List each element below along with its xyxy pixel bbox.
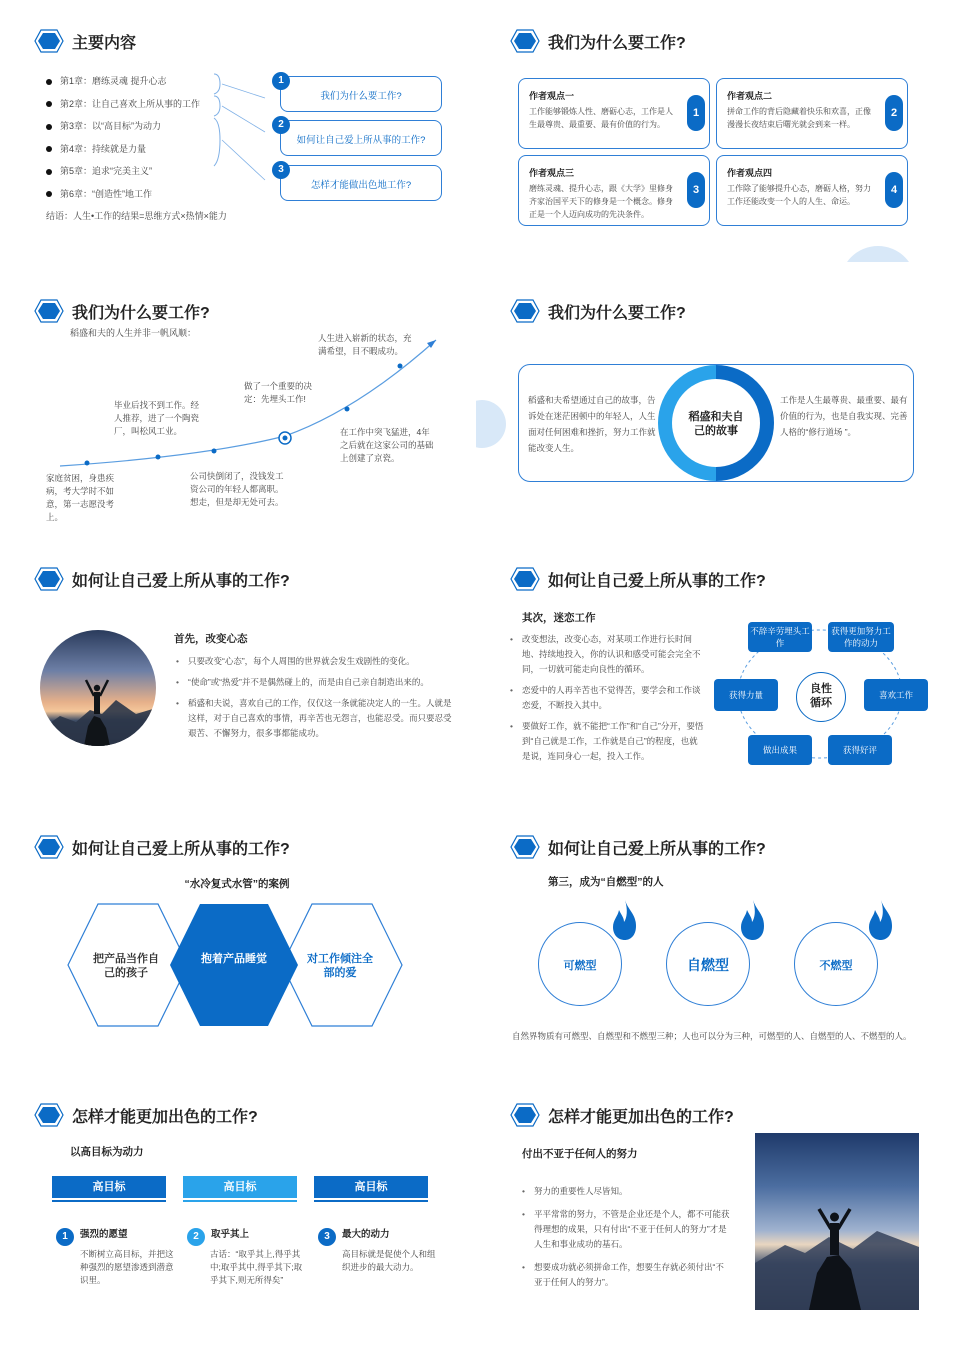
slide-header: [510, 834, 766, 860]
goal-tag: 高目标: [52, 1176, 166, 1198]
bullet-list: [176, 654, 456, 747]
slide-contents: [0, 0, 474, 262]
goal-tag: 高目标: [183, 1176, 297, 1198]
story-left-text: 稻盛和夫希望通过自己的故事，告诉处在迷茫困顿中的年轻人，人生面对任何困难和挫折，努力工作就能改变人生。: [528, 395, 656, 453]
hexagon-icon: [510, 567, 540, 591]
bullet-list: [522, 1184, 732, 1296]
cycle-step: 获得好评: [828, 735, 892, 765]
slide-love-work-case: [0, 806, 474, 1068]
hexagon-icon: [34, 29, 64, 53]
slide-excel-effort: [476, 1074, 950, 1336]
question-number: 2: [272, 116, 290, 134]
story-center-text: 稻盛和夫自己的故事: [688, 411, 744, 437]
slide-header: [34, 1102, 258, 1128]
question-text: 我们为什么要工作?: [320, 91, 402, 102]
section-heading: 付出不亚于任何人的努力: [522, 1148, 638, 1160]
chapter-item: 第6章：“创造性”地工作: [46, 187, 246, 202]
hexagon-icon: [34, 835, 64, 859]
bullet-list: [510, 632, 706, 770]
slide-subtitle: 稻盛和夫的人生并非一帆风顺：: [70, 328, 197, 338]
slide-title: 如何让自己爱上所从事的工作?: [72, 840, 290, 858]
slide-why-work-opinions: [476, 0, 950, 262]
type-label: 自燃型: [687, 957, 729, 973]
slide-header: [34, 28, 136, 54]
opinion-card-2: [716, 78, 908, 149]
cycle-step: 做出成果: [748, 735, 812, 765]
chapter-item: 第3章：以“高目标”为动力: [46, 119, 246, 134]
opinion-card-1: [518, 78, 710, 149]
chapter-item: 第4章：持续就是力量: [46, 142, 246, 157]
type-label: 可燃型: [563, 960, 597, 972]
goal-number: 2: [187, 1228, 205, 1246]
cycle-step: 喜欢工作: [864, 679, 928, 711]
bullet-item: • 稻盛和夫说，喜欢自己的工作，仅仅这一条就能决定人的一生。人就是这样，对于自己喜欢的事情，再辛苦也无怨言，也能忍受。而只要忍受艰苦、不懈努力，很多事都能成功。: [176, 696, 456, 741]
slide-title: 主要内容: [72, 34, 137, 52]
slide-title: 怎样才能更加出色的工作?: [72, 1108, 258, 1126]
bullet-item: • 努力的重要性人尽皆知。: [522, 1184, 732, 1199]
question-box-3: [280, 165, 442, 201]
decorative-circle: [840, 246, 916, 262]
connector-lines: [210, 70, 285, 200]
slide-title: 如何让自己爱上所从事的工作?: [548, 572, 766, 590]
opinion-text: 工作除了能够提升心态，磨砺人格，努力工作还能改变一个人的人生、命运。: [727, 184, 871, 206]
goal-number: 1: [56, 1228, 74, 1246]
cycle-center: 良性循环: [796, 672, 846, 722]
timeline-event: 公司快倒闭了，没钱发工资公司的年轻人都离职。想走，但是却无处可去。: [190, 471, 284, 507]
decorative-circle: [476, 400, 506, 448]
goal-tag: 高目标: [314, 1176, 428, 1198]
slide-header: [510, 566, 766, 592]
opinion-title: 作者观点一: [529, 91, 575, 101]
question-number: 3: [272, 161, 290, 179]
bullet-item: • 平平常常的努力，不管是企业还是个人，都不可能获得理想的成果，只有付出“不亚于任何人的努力”才是人生和事业成功的基石。: [522, 1207, 732, 1252]
bullet-item: • 只要改变“心态”，每个人周围的世界就会发生戏剧性的变化。: [176, 654, 456, 669]
chapter-item: 第1章：磨练灵魂 提升心志: [46, 74, 246, 89]
section-heading: 第三，成为“自燃型”的人: [548, 876, 664, 888]
hexagon-icon: [510, 29, 540, 53]
section-heading: “水冷复式水管”的案例: [184, 878, 290, 890]
bullet-item: • 要做好工作，就不能把“工作”和“自己”分开，要悟到“自己就是工作，工作就是自己”的程度，也就是说，连同身心一起，投入工作。: [510, 719, 706, 764]
slide-love-work-self-ignite: [476, 806, 950, 1068]
opinion-number: 2: [885, 95, 903, 131]
footer-text: 自然界物质有可燃型、自燃型和不燃型三种；人也可以分为三种，可燃型的人、自燃型的人、不燃型的人。: [512, 1031, 912, 1041]
case-item: 对工作倾注全部的爱: [307, 953, 373, 979]
opinion-title: 作者观点二: [727, 91, 773, 101]
section-heading: 以高目标为动力: [70, 1146, 144, 1158]
hexagon-icon: [510, 835, 540, 859]
question-text: 如何让自己爱上所从事的工作?: [296, 135, 426, 146]
opinion-number: 3: [687, 172, 705, 208]
hexagon-icon: [34, 567, 64, 591]
bullet-item: • 改变想法，改变心态，对某项工作进行长时间地、持续地投入，你的认识和感受可能会完全不同，一切就可能走向良性的循环。: [510, 632, 706, 677]
slide-title: 如何让自己爱上所从事的工作?: [548, 840, 766, 858]
opinion-text: 拼命工作的背后隐藏着快乐和欢喜，正像漫漫长夜结束后曙光就会到来一样。: [727, 107, 871, 129]
goal-text: 古话：“取乎其上,得乎其中;取乎其中,得乎其下;取乎其下,则无所得矣”: [210, 1249, 303, 1285]
chapter-item: 第2章：让自己喜欢上所从事的工作: [46, 97, 246, 112]
timeline-event: 人生进入崭新的状态，充满希望，目不暇成功。: [318, 333, 412, 356]
question-text: 怎样才能做出色地工作?: [310, 180, 412, 191]
goal-number: 3: [318, 1228, 336, 1246]
slide-title: 如何让自己爱上所从事的工作?: [72, 572, 290, 590]
opinion-title: 作者观点三: [529, 168, 575, 178]
bullet-item: • “使命”或“热爱”并不是偶然碰上的，而是由自己亲自制造出来的。: [176, 675, 456, 690]
opinion-card-3: [518, 155, 710, 226]
slide-why-work-timeline: [0, 270, 474, 532]
slide-love-work-mindset: [0, 538, 474, 800]
conclusion-text: 结语：人生•工作的结果=思维方式×热情×能力: [46, 211, 227, 221]
cycle-step: 获得力量: [714, 679, 778, 711]
slide-header: [510, 28, 686, 54]
opinion-number: 1: [687, 95, 705, 131]
section-heading: 首先，改变心态: [174, 633, 248, 645]
bullet-item: • 想要成功就必须拼命工作，想要生存就必须付出“不亚于任何人的努力”。: [522, 1260, 732, 1290]
slide-excel-high-goal: [0, 1074, 474, 1336]
goal-title: 最大的动力: [342, 1229, 390, 1240]
slide-why-work-story: [476, 270, 950, 532]
slide-header: [510, 1102, 734, 1128]
timeline-event: 做了一个重要的决定：先埋头工作!: [244, 381, 313, 404]
slide-header: [510, 298, 686, 324]
flame-icon: [610, 898, 640, 942]
goal-text: 高目标就是促使个人和组织进步的最大动力。: [342, 1249, 436, 1272]
goal-title: 取乎其上: [211, 1229, 250, 1240]
type-label: 不燃型: [819, 960, 853, 972]
slide-title: 我们为什么要工作?: [548, 34, 686, 52]
question-number: 1: [272, 72, 290, 90]
cycle-step: 不辞辛劳埋头工作: [748, 622, 812, 652]
opinion-card-4: [716, 155, 908, 226]
slide-title: 我们为什么要工作?: [72, 304, 210, 322]
question-box-1: [280, 76, 442, 112]
goal-title: 强烈的愿望: [80, 1229, 128, 1240]
hexagon-icon: [34, 1103, 64, 1127]
hexagon-icon: [510, 1103, 540, 1127]
mountain-summit-photo: [755, 1133, 919, 1310]
slide-header: [34, 566, 290, 592]
opinion-title: 作者观点四: [727, 168, 773, 178]
timeline-event: 毕业后找不到工作。经人推荐，进了一个陶瓷厂，叫松风工业。: [114, 400, 200, 436]
opinion-number: 4: [885, 172, 903, 208]
section-heading: 其次，迷恋工作: [522, 612, 596, 624]
cycle-step: 获得更加努力工作的动力: [828, 622, 894, 652]
timeline-event: 在工作中突飞猛进，4年之后就在这家公司的基础上创建了京瓷。: [340, 427, 434, 463]
opinion-text: 磨练灵魂、提升心志，跟《大学》里修身齐家治国平天下的修身是一个概念。修身正是一个人迈向成功的先决条件。: [529, 184, 673, 219]
question-box-2: [280, 120, 442, 156]
slide-header: [34, 834, 290, 860]
case-item: 把产品当作自己的孩子: [93, 953, 159, 979]
slide-title: 怎样才能更加出色的工作?: [548, 1108, 734, 1126]
mountain-summit-photo: [40, 630, 156, 746]
slide-love-work-cycle: [476, 538, 950, 800]
timeline-event: 家庭贫困，身患疾病，考大学时不如意，第一志愿没考上。: [46, 473, 115, 522]
goal-text: 不断树立高目标，并把这种强烈的愿望渗透到潜意识里。: [80, 1249, 174, 1285]
flame-icon: [738, 898, 768, 942]
opinion-text: 工作能够锻炼人性、磨砺心志，工作是人生最尊贵、最重要、最有价值的行为。: [529, 107, 673, 129]
story-right-text: 工作是人生最尊贵、最重要、最有价值的行为，也是自我实现、完善人格的“修行道场 ”。: [780, 395, 908, 437]
case-item: 抱着产品睡觉: [201, 953, 267, 965]
chapter-item: 第5章：追求“完美主义”: [46, 164, 246, 179]
slide-title: 我们为什么要工作?: [548, 304, 686, 322]
flame-icon: [866, 898, 896, 942]
bullet-item: • 恋爱中的人再辛苦也不觉得苦，要学会和工作谈恋爱，不断投入其中。: [510, 683, 706, 713]
hexagon-icon: [510, 299, 540, 323]
